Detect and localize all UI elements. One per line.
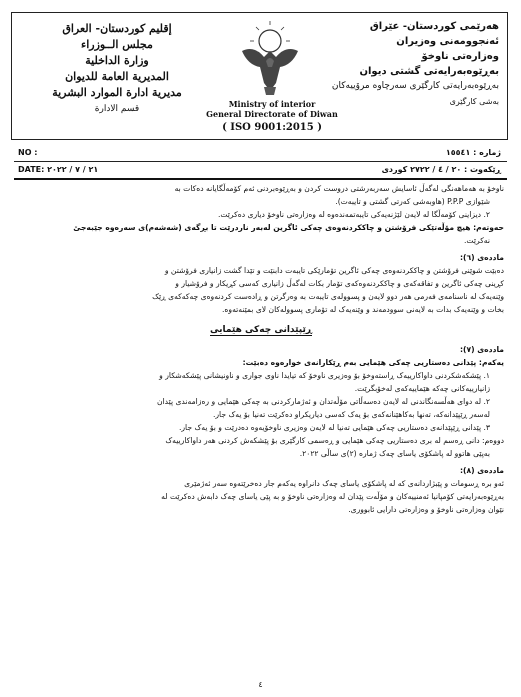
section-title-text: ڕێپێدانی چەکی هێمایی [210, 325, 312, 335]
body-paragraph: بەڕێوەبەرایەتی کۆمپانیا ئەمنییەکان و مۆڵەت پێدان لە وەزارەتی ناوخۆ و بە پێی یاسای چەک دابەش دەکرێت لە [161, 492, 504, 501]
date-label: DATE: ۲۰۲۲ / ۷ / ۲۱ [18, 165, 99, 174]
article-heading: ماددەی (٧): [459, 345, 504, 354]
body-paragraph: زانیارییەکانی چەکە هێماییەکەی لەخۆبگرێت. [354, 384, 490, 393]
section-title [18, 324, 504, 337]
body-paragraph: ٣. پێدانی ڕێپێدانەی دەستاریی چەکی هێمایی تەنیا لە لایەن وەزیری ناوخۆیەوە دەدرێت و بۆ یەک جار. [178, 423, 490, 432]
hr-directorate-arabic: مديرية ادارة الموارد البشرية [52, 86, 182, 99]
letter-body [18, 182, 504, 516]
body-paragraph: ئەو برە ڕسومات و پێبژاردانەی کە لە پاشکۆی یاسای چەک دانراوە یەکەم جار دەخرێتەوە سەر ئەژمێری [184, 479, 504, 488]
body-paragraph: ٢. لە دوای هەڵسەنگاندنی لە لایەن دەسەڵاتی مۆڵەتدان و ئەژمارکردنی بە چەکی هێمایی و رەزامەندی پێدان [157, 397, 490, 406]
body-paragraph: حەوتەم: هیچ مۆڵەتێکی فرۆشتن و چاککردنەوەی چەکی ئاگرین لەبەر ناردرێت تا بڕگەی (شەشەم)ی سەرەوە جێبەجێ [73, 223, 504, 232]
no-label: NO : [18, 148, 38, 157]
letterhead-kurdish [309, 19, 499, 109]
header-divider [14, 178, 507, 180]
ministry-name-arabic: وزارة الداخلية [85, 54, 149, 67]
hr-directorate-kurdish: بەڕێوەبەرایەتی کارگێری سەرچاوە مرۆییەکان [331, 81, 499, 91]
ministry-name-kurdish: وەزارەتی ناوخۆ [421, 51, 499, 62]
letterhead-arabic [42, 21, 192, 117]
region-name-kurdish: هەرێمی کوردستان- عێراق [369, 21, 499, 32]
letterhead [11, 12, 508, 140]
directorate-name-kurdish: بەڕێوەبەرایەتی گشتی دیوان [359, 66, 499, 77]
body-paragraph: دووەم: دانی ڕەسم لە بری دەستاریی چەکی هێمایی و ڕەسمی کارگێری بۆ پێشکەش کردنی هەر داواکارییەک [165, 436, 504, 445]
body-paragraph: ناوخۆ بە هەماهەنگی لەگەڵ ئاسایش سەربەرشتی دروست کردن و بەڕێوەبردنی ئەم کۆمەڵگایانە دەکات بە [174, 184, 504, 193]
body-paragraph: کڕینی چەکی ئاگرین و تفاقەکەی و چاککردنەوەکەی تۆمار بکات لەگەڵ زانیاری کەسی کڕیکار و فرۆشیار و [175, 279, 504, 288]
council-name-arabic: مجلس الــوزراء [81, 38, 153, 51]
directorate-name-arabic: المديرية العامة للديوان [65, 70, 169, 83]
department-kurdish: بەشی کارگێری [449, 97, 499, 106]
body-paragraph: بخات و وێنەیەک بدات بە لایەنی سوودمەند و وێنەیەک لە تۆماری پسوولەکان لای بمێنەتەوە. [222, 305, 504, 314]
department-arabic: قسم الادارة [94, 104, 140, 114]
body-paragraph: شێوازی P.P.P (هاوبەشی کەرتی گشتی و تایبەت). [335, 197, 490, 206]
article-heading: ماددەی (٨): [459, 466, 504, 475]
region-name-arabic: إقليم كوردستان- العراق [62, 22, 172, 35]
ministry-english: Ministry of interior [228, 99, 316, 109]
kurdistan-eagle-emblem-icon [238, 21, 302, 99]
body-paragraph: لەسەر ڕێپێدانەکە، تەنها بەکاهێنانەکەی بۆ یەک کەسی دیاریکراو دەکرێت تەنیا بۆ یەک جار. [212, 410, 490, 419]
page-number: ٤ [258, 680, 263, 689]
directorate-english: General Directorate of Diwan [206, 109, 338, 119]
body-paragraph: نەکرێت. [464, 236, 490, 245]
article-heading: ماددەی (٦): [459, 253, 504, 262]
ref-divider [14, 161, 507, 162]
body-paragraph: دەبێت شوێنی فرۆشتن و چاککردنەوەی چەکی ئاگرین تۆمارێکی تایبەت دابنێت و تێدا گشت زانیاری فرۆشتن و [164, 266, 504, 275]
letter-number: ژمارە : ١٥٥٤١ [445, 148, 501, 157]
body-paragraph: نێوان وەزارەتی ناوخۆ و وەزارەتی دارایی ئابووری. [348, 505, 504, 514]
body-paragraph: ١. پێشکەشکردنی داواکارییەک ڕاستەوخۆ بۆ وەزیری ناوخۆ کە تیایدا ناوی جواری و ناونیشانی پێشکەشکار و [159, 371, 490, 380]
ministry-english-block [192, 99, 352, 133]
body-paragraph: وێنەیەک لە ناسنامەی فەرمی هەر دوو لایەن و پسوولەی تایبەت بە وەرگرتن و ڕادەست کردنەوەی چەکەکەی ڕێک [152, 292, 504, 301]
body-paragraph: یەکەم: پێدانی دەستاریی چەکی هێمایی بەم ڕێکارانەی خوارەوە دەبێت: [242, 358, 504, 367]
council-name-kurdish: ئەنجوومەنی وەزیران [396, 36, 499, 47]
body-paragraph: بەپێی هاتوو لە پاشکۆی یاسای چەک ژمارە (٢)ی ساڵی ٢٠٢٢. [299, 449, 490, 458]
body-paragraph: ٢. دیزاینی کۆمەڵگا لە لایەن لێژنەیەکی تایبەتمەندەوە لە وەزارەتی ناوخۆ دیاری دەکرێت. [217, 210, 490, 219]
iso-certification: ( ISO 9001:2015 ) [222, 122, 322, 133]
letter-date-kurdish: ڕێکەوت : ۲۰ / ٤ / ۲۷۲۲ کوردی [381, 165, 501, 174]
